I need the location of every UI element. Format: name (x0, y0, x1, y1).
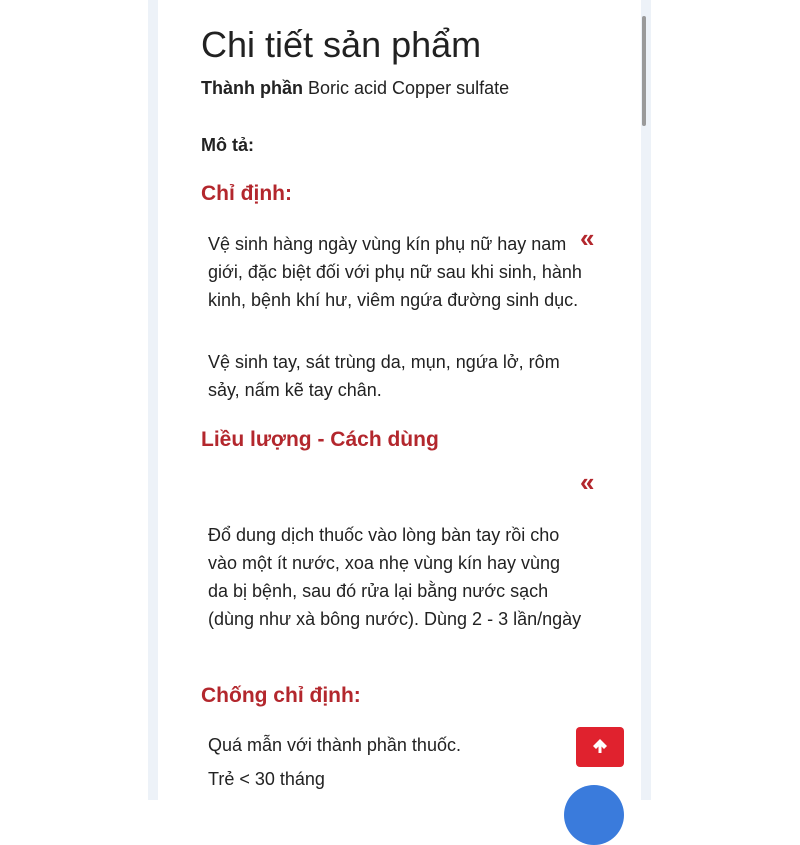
contraindications-paragraph-1: Quá mẫn với thành phần thuốc. (208, 735, 461, 755)
dosage-paragraph: Đổ dung dịch thuốc vào lòng bàn tay rồi cho vào một ít nước, xoa nhẹ vùng kín hay vùng da bị bệnh, sau đó rửa lại bằng nước sạch (dùng như xà bông nước). Dùng 2 - 3 lần/ngày (208, 525, 582, 629)
left-side-panel (148, 0, 158, 800)
indications-heading: Chỉ định: (201, 182, 292, 205)
chat-button[interactable] (564, 785, 624, 845)
indications-paragraph-1: Vệ sinh hàng ngày vùng kín phụ nữ hay nam giới, đặc biệt đối với phụ nữ sau khi sinh, hành kinh, bệnh khí hư, viêm ngứa đường sinh dục. (208, 234, 582, 310)
quote-icon: « (580, 467, 595, 497)
ingredients-label: Thành phần (201, 78, 303, 98)
ingredients-line (201, 78, 509, 99)
dosage-heading: Liều lượng - Cách dùng (201, 428, 439, 451)
contraindications-paragraph-2: Trẻ < 30 tháng (208, 769, 325, 789)
indications-paragraph-2: Vệ sinh tay, sát trùng da, mụn, ngứa lở, rôm sảy, nấm kẽ tay chân. (208, 352, 560, 400)
quote-icon: « (580, 223, 595, 253)
arrow-up-icon (590, 736, 610, 759)
description-label: Mô tả: (201, 135, 254, 155)
scroll-to-top-button[interactable] (576, 727, 624, 767)
page-title: Chi tiết sản phẩm (201, 24, 482, 65)
scrollbar-thumb[interactable] (642, 16, 646, 126)
ingredients-value: Boric acid Copper sulfate (308, 78, 510, 98)
contraindications-heading: Chống chỉ định: (201, 684, 361, 707)
